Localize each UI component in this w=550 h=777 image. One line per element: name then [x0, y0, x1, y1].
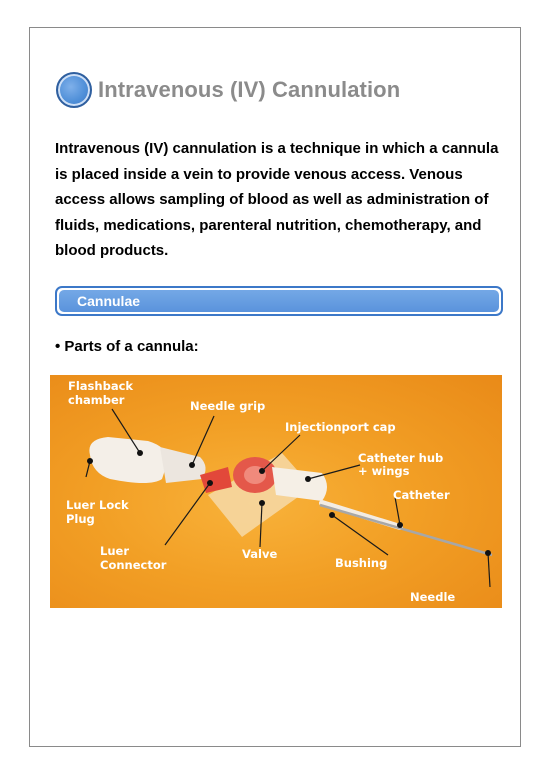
label-needle: Needle — [410, 590, 456, 604]
intro-paragraph: Intravenous (IV) cannulation is a technique in which a cannula is placed inside a vein to provide venous access. Venous access allows sampling of blood as well as administration of fluids, medications, parenteral nutrition, chemotherapy, and blood products. — [55, 140, 499, 259]
label-needle-grip: Needle grip — [190, 399, 266, 413]
label-bushing: Bushing — [335, 556, 388, 570]
label-catheter: Catheter — [393, 488, 450, 502]
label-luer-lock-1: Luer Lock — [66, 498, 129, 512]
page-title: Intravenous (IV) Cannulation — [98, 77, 401, 102]
needle-shape — [320, 505, 492, 555]
cannula-illustration — [50, 375, 502, 608]
label-flashback-chamber-1: Flashback — [68, 379, 134, 393]
section-heading: Cannulae — [59, 290, 499, 312]
cannula-figure — [50, 375, 502, 608]
label-luer-connector-1: Luer — [100, 544, 129, 558]
label-catheter-hub-1: Catheter hub — [358, 451, 444, 465]
label-valve: Valve — [242, 547, 278, 561]
label-luer-lock-2: Plug — [66, 512, 95, 526]
section-heading-bar — [55, 286, 503, 316]
parts-bullet: • Parts of a cannula: — [55, 338, 199, 355]
label-catheter-hub-2: + wings — [358, 464, 410, 478]
title-row — [56, 68, 400, 112]
title-bullet-icon — [56, 72, 92, 108]
needle-grip-shape — [160, 447, 206, 483]
label-injection-port-cap: Injectionport cap — [285, 420, 396, 434]
label-luer-connector-2: Connector — [100, 558, 167, 572]
label-flashback-chamber-2: chamber — [68, 393, 125, 407]
flashback-chamber-shape — [89, 437, 168, 483]
